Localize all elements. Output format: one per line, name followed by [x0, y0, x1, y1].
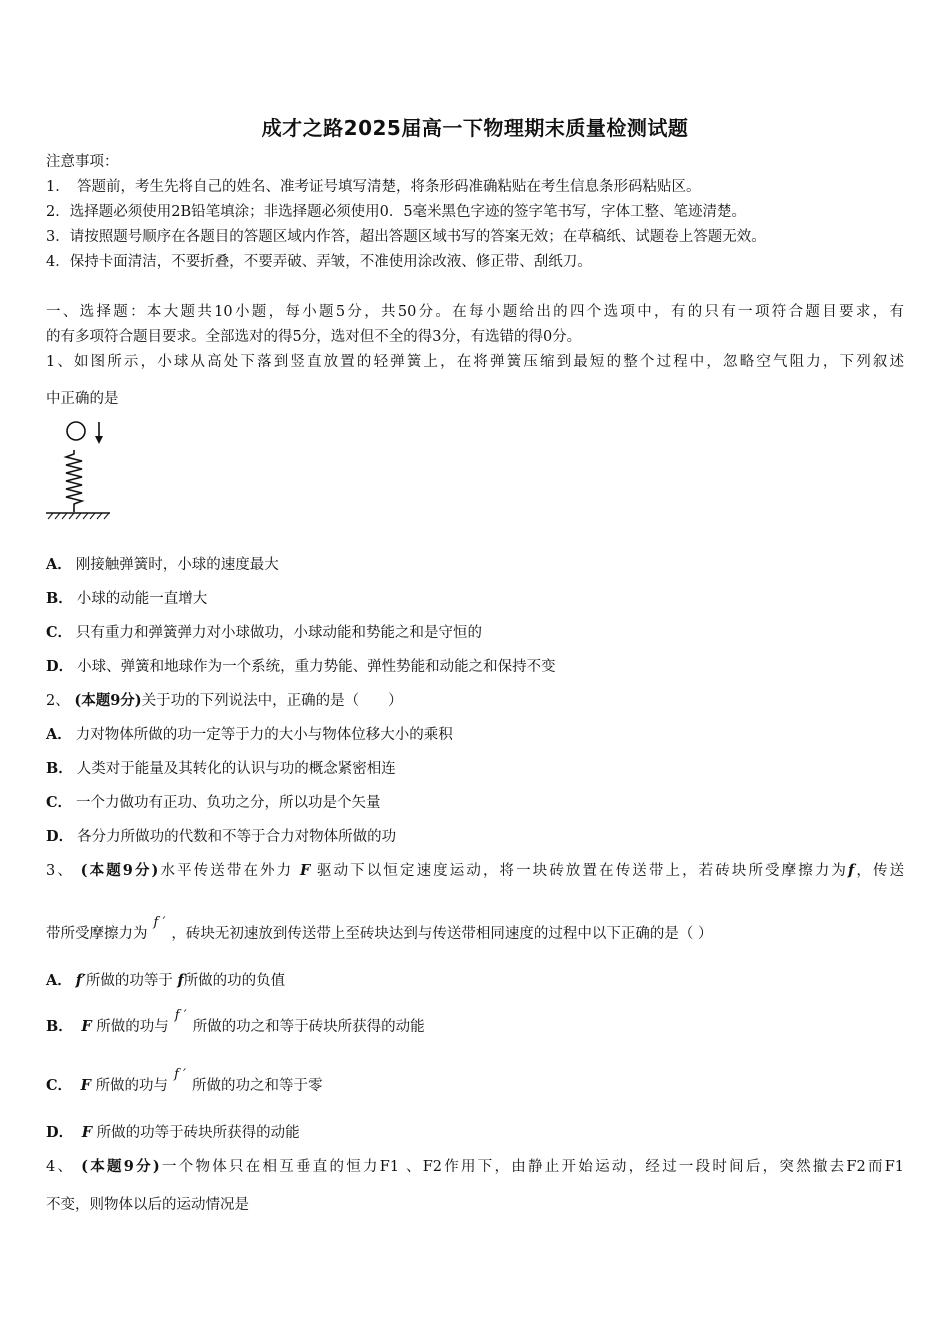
option-text: 只有重力和弹簧弹力对小球做功，小球动能和势能之和是守恒的 [76, 625, 483, 641]
var-F: F [300, 862, 311, 879]
var-f-prime: f ′ [174, 1008, 187, 1023]
q3-stem-line1 [46, 861, 904, 881]
option-text: 力对物体所做的功一定等于力的大小与物体位移大小的乘积 [75, 727, 453, 743]
q4-stem-line2: 不变，则物体以后的运动情况是 [46, 1197, 249, 1213]
section-intro-line2: 的有多项符合题目要求。全部选对的得5分，选对但不全的得3分，有选错的得0分。 [46, 329, 582, 345]
q2-points: (本题9分) [74, 692, 142, 709]
q4-number: 4、 [46, 1159, 75, 1175]
q2-number: 2、 [46, 693, 70, 709]
option-letter: C． [46, 794, 73, 811]
spring-ball-figure [44, 418, 112, 524]
option-letter: D． [46, 1124, 74, 1141]
option-text: 人类对于能量及其转化的认识与功的概念紧密相连 [76, 761, 396, 777]
down-arrow-icon [95, 422, 103, 444]
option-text: 小球、弹簧和地球作为一个系统，重力势能、弹性势能和动能之和保持不变 [77, 659, 556, 675]
spring-icon [66, 450, 82, 512]
q1-option-c [46, 623, 482, 643]
var-f: f [177, 972, 184, 989]
notice-item-2: 2．选择题必须使用2B铅笔填涂；非选择题必须使用0．5毫米黑色字迹的签字笔书写，字体工整、笔迹清楚。 [46, 204, 747, 220]
q1-stem-line1: 1、如图所示，小球从高处下落到竖直放置的轻弹簧上，在将弹簧压缩到最短的整个过程中，忽略空气阻力，下列叙述 [46, 354, 904, 370]
q2-stem [46, 691, 403, 711]
q3-option-d [46, 1123, 300, 1143]
q4-stem-text: 一个物体只在相互垂直的恒力F1 、F2作用下，由静止开始运动，经过一段时间后，突然撤去F2而F1 [159, 1159, 904, 1175]
q3-stem2-b: ，砖块无初速放到传送带上至砖块达到与传送带相同速度的过程中以下正确的是（ ） [171, 926, 713, 942]
option-text: 所做的功的负值 [183, 973, 286, 989]
option-text: 一个力做功有正功、负功之分，所以功是个矢量 [76, 795, 381, 811]
q2-option-b [46, 759, 396, 779]
option-letter: A． [46, 726, 72, 743]
q3-stem-c: ，传送 [854, 863, 905, 879]
notice-item-1: 1． 答题前，考生先将自己的姓名、准考证号填写清楚，将条形码准确粘贴在考生信息条形码粘贴区。 [46, 179, 701, 195]
option-letter: B． [46, 760, 73, 777]
option-letter: C． [46, 624, 73, 641]
q2-stem-text: 关于功的下列说法中，正确的是（ ） [141, 693, 403, 709]
q1-option-d [46, 657, 556, 677]
notice-item-3: 3．请按照题号顺序在各题目的答题区域内作答，超出答题区域书写的答案无效；在草稿纸、试题卷上答题无效。 [46, 229, 766, 245]
option-letter: C． [46, 1077, 73, 1094]
var-F: F [81, 1018, 92, 1035]
option-text: 所做的功之和等于砖块所获得的动能 [192, 1019, 425, 1035]
q2-option-a [46, 725, 453, 745]
option-letter: B． [46, 590, 73, 607]
ground-icon [46, 513, 110, 519]
option-text: 小球的动能一直增大 [76, 591, 208, 607]
q1-option-b [46, 589, 207, 609]
notice-heading: 注意事项： [46, 154, 119, 170]
var-f-prime: f ′ [153, 915, 166, 930]
q4-stem-line1 [46, 1157, 904, 1177]
var-f-prime: f′ [75, 972, 86, 989]
option-text: 所做的功等于砖块所获得的动能 [96, 1125, 300, 1141]
q1-option-a [46, 555, 279, 575]
option-text: 所做的功与 [96, 1019, 169, 1035]
option-letter: B． [46, 1018, 73, 1035]
q3-stem-a: 水平传送带在外力 [158, 863, 294, 879]
option-text: 所做的功与 [95, 1078, 169, 1094]
var-F: F [80, 1077, 91, 1094]
q3-stem-b: 驱动下以恒定速度运动，将一块砖放置在传送带上，若砖块所受摩擦力为 [317, 863, 849, 879]
q3-option-a [46, 971, 285, 991]
var-f-prime: f ′ [174, 1067, 186, 1082]
ball-icon [67, 422, 85, 440]
option-letter: D． [46, 828, 74, 845]
q3-stem2-a: 带所受摩擦力为 [46, 926, 148, 942]
var-f: f [848, 862, 855, 879]
option-text: 所做的功之和等于零 [191, 1078, 323, 1094]
q3-option-b [46, 1008, 425, 1038]
q3-option-c [46, 1067, 323, 1097]
option-text: 所做的功等于 [85, 973, 173, 989]
notice-item-4: 4．保持卡面清洁，不要折叠，不要弄破、弄皱，不准使用涂改液、修正带、刮纸刀。 [46, 254, 592, 270]
q3-number: 3、 [46, 863, 74, 879]
option-text: 各分力所做功的代数和不等于合力对物体所做的功 [77, 829, 397, 845]
q3-points: (本题9分) [80, 862, 159, 879]
q3-stem-line2 [46, 915, 713, 945]
section-intro-line1: 一、选择题：本大题共10小题，每小题5分，共50分。在每小题给出的四个选项中，有的只有一项符合题目要求，有 [46, 304, 904, 320]
option-letter: D． [46, 658, 74, 675]
q2-option-d [46, 827, 396, 847]
q1-stem-line2: 中正确的是 [46, 391, 119, 407]
option-text: 刚接触弹簧时，小球的速度最大 [75, 557, 279, 573]
q4-points: (本题9分) [81, 1158, 160, 1175]
option-letter: A． [46, 972, 72, 989]
var-F: F [81, 1124, 92, 1141]
option-letter: A． [46, 556, 72, 573]
q2-option-c [46, 793, 381, 813]
page-title: 成才之路2025届高一下物理期末质量检测试题 [261, 116, 689, 140]
